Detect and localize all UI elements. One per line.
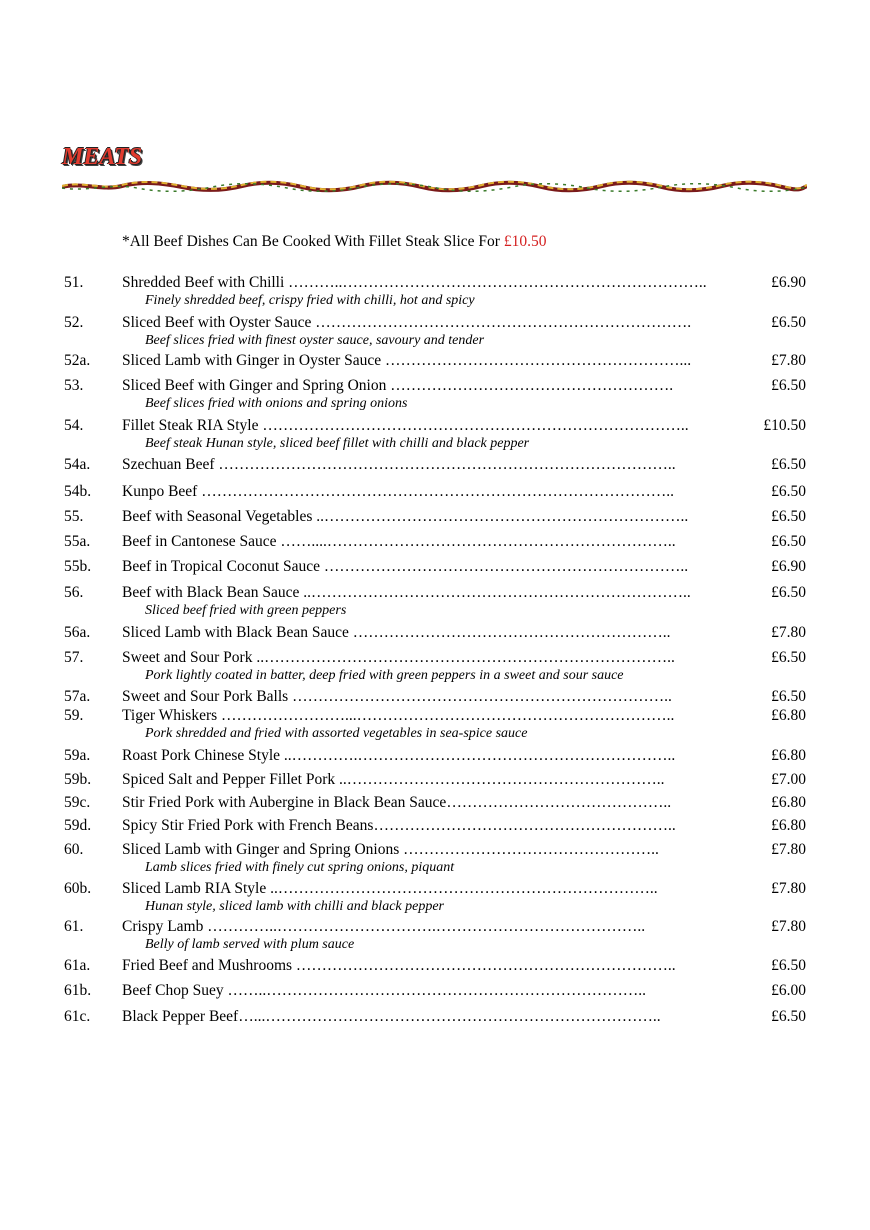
- item-number: 53.: [64, 377, 84, 394]
- item-price: £6.50: [771, 508, 806, 525]
- item-leader-dots: ………………………………………………………………………………..: [197, 483, 674, 500]
- item-number: 59a.: [64, 747, 91, 764]
- item-name-text: Fried Beef and Mushrooms: [122, 957, 293, 974]
- item-price: £6.50: [771, 533, 806, 550]
- item-number: 55.: [64, 508, 84, 525]
- item-price: £10.50: [763, 417, 806, 434]
- item-number: 51.: [64, 274, 84, 291]
- item-leader-dots: …………………………………………………..: [373, 817, 676, 834]
- item-name-text: Beef in Cantonese Sauce: [122, 533, 277, 550]
- item-number: 55a.: [64, 533, 91, 550]
- item-name-text: Sliced Lamb with Ginger and Spring Onions: [122, 841, 400, 858]
- item-number: 55b.: [64, 558, 92, 575]
- item-name: [122, 707, 734, 725]
- item-price: £7.80: [771, 352, 806, 369]
- item-leader-dots: ..……………………………………………………………………..: [252, 649, 675, 666]
- item-name-text: Sliced Beef with Ginger and Spring Onion: [122, 377, 387, 394]
- item-name: [122, 918, 734, 936]
- item-leader-dots: ..………………………………………………………………..: [266, 880, 658, 897]
- decorative-divider: [62, 178, 807, 194]
- item-leader-dots: ……………………………………………….: [386, 377, 674, 394]
- item-description: Finely shredded beef, crispy fried with chilli, hot and spicy: [145, 293, 475, 308]
- item-name: [122, 771, 734, 789]
- item-price: £6.50: [771, 688, 806, 705]
- item-leader-dots: ………..……………………………………………………………..: [284, 274, 707, 291]
- item-name: [122, 794, 734, 812]
- page-title: MEATS: [62, 144, 143, 170]
- item-name-text: Sliced Lamb with Ginger in Oyster Sauce: [122, 352, 382, 369]
- item-number: 59.: [64, 707, 84, 724]
- item-name: [122, 456, 734, 474]
- item-number: 60b.: [64, 880, 92, 897]
- item-description: Pork shredded and fried with assorted vegetables in sea-spice sauce: [145, 726, 528, 741]
- item-name-text: Beef Chop Suey: [122, 982, 224, 999]
- item-name: [122, 841, 734, 859]
- item-name: [122, 957, 734, 975]
- item-leader-dots: …………………………………………..: [399, 841, 659, 858]
- item-leader-dots: …...…………………………………………………………………..: [238, 1008, 661, 1025]
- item-leader-dots: ..……………………………………………………………..: [312, 508, 689, 525]
- item-leader-dots: ……………………………………………………………..: [320, 558, 689, 575]
- item-number: 52.: [64, 314, 84, 331]
- fillet-steak-note: [122, 233, 546, 251]
- item-name-text: Shredded Beef with Chilli: [122, 274, 285, 291]
- item-leader-dots: ……..………………………………………………………………..: [223, 982, 646, 999]
- item-name-text: Sliced Lamb RIA Style: [122, 880, 267, 897]
- item-price: £6.80: [771, 747, 806, 764]
- note-price: £10.50: [503, 233, 547, 250]
- item-name-text: Roast Pork Chinese Style: [122, 747, 281, 764]
- item-description: Hunan style, sliced lamb with chilli and black pepper: [145, 899, 445, 914]
- item-price: £6.50: [771, 584, 806, 601]
- item-name: [122, 377, 734, 395]
- item-price: £6.80: [771, 817, 806, 834]
- item-price: £7.00: [771, 771, 806, 788]
- item-leader-dots: ……………………...……………………………………………………..: [217, 707, 675, 724]
- item-price: £6.50: [771, 649, 806, 666]
- item-name-text: Sliced Beef with Oyster Sauce: [122, 314, 312, 331]
- item-leader-dots: ..………………………………………………………………..: [299, 584, 691, 601]
- item-leader-dots: ……………………………………………………..: [348, 624, 671, 641]
- item-name-text: Tiger Whiskers: [122, 707, 218, 724]
- item-description: Belly of lamb served with plum sauce: [145, 937, 355, 952]
- item-number: 59c.: [64, 794, 91, 811]
- item-name-text: Beef in Tropical Coconut Sauce: [122, 558, 321, 575]
- item-name-text: Sweet and Sour Pork: [122, 649, 253, 666]
- item-price: £7.80: [771, 918, 806, 935]
- item-name-text: Spicy Stir Fried Pork with French Beans: [122, 817, 374, 834]
- item-price: £6.50: [771, 377, 806, 394]
- item-leader-dots: ……………………………………………………………….: [311, 314, 692, 331]
- item-price: £6.50: [771, 314, 806, 331]
- item-price: £7.80: [771, 880, 806, 897]
- item-leader-dots: ……....…………………………………………………………..: [276, 533, 676, 550]
- item-number: 52a.: [64, 352, 91, 369]
- item-number: 60.: [64, 841, 84, 858]
- item-price: £6.80: [771, 707, 806, 724]
- item-number: 57a.: [64, 688, 91, 705]
- item-name-text: Sliced Lamb with Black Bean Sauce: [122, 624, 349, 641]
- item-price: £6.00: [771, 982, 806, 999]
- item-number: 57.: [64, 649, 84, 666]
- item-number: 56a.: [64, 624, 91, 641]
- item-leader-dots: ………………………………………………………………..: [288, 688, 672, 705]
- item-leader-dots: ..……………………………………………………..: [335, 771, 665, 788]
- item-price: £6.50: [771, 456, 806, 473]
- item-name: [122, 352, 734, 370]
- item-name: [122, 624, 734, 642]
- item-name: [122, 982, 734, 1000]
- item-leader-dots: ..………….……………………………………………………..: [280, 747, 676, 764]
- item-number: 61b.: [64, 982, 92, 999]
- item-name-text: Beef with Black Bean Sauce: [122, 584, 300, 601]
- item-name-text: Fillet Steak RIA Style: [122, 417, 259, 434]
- item-number: 54.: [64, 417, 84, 434]
- item-number: 61c.: [64, 1008, 91, 1025]
- item-leader-dots: ……………………………………..: [446, 794, 672, 811]
- item-description: Sliced beef fried with green peppers: [145, 603, 347, 618]
- item-price: £6.50: [771, 957, 806, 974]
- item-leader-dots: ……………………………………………………………………………..: [214, 456, 676, 473]
- item-number: 61a.: [64, 957, 91, 974]
- item-leader-dots: …………..………………………….…………………………………..: [203, 918, 646, 935]
- item-name: [122, 747, 734, 765]
- item-description: Lamb slices fried with finely cut spring onions, piquant: [145, 860, 455, 875]
- item-name: [122, 584, 734, 602]
- item-price: £6.50: [771, 1008, 806, 1025]
- item-name: [122, 817, 734, 835]
- item-name: [122, 314, 734, 332]
- item-name-text: Crispy Lamb: [122, 918, 204, 935]
- item-leader-dots: ………………………………………………………………………..: [258, 417, 689, 434]
- item-name: [122, 880, 734, 898]
- item-number: 59d.: [64, 817, 92, 834]
- item-price: £6.50: [771, 483, 806, 500]
- item-number: 61.: [64, 918, 84, 935]
- item-name: [122, 688, 734, 706]
- item-leader-dots: …………………………………………………...: [381, 352, 692, 369]
- item-description: Beef slices fried with onions and spring onions: [145, 396, 408, 411]
- item-price: £6.90: [771, 558, 806, 575]
- item-name: [122, 558, 734, 576]
- item-number: 54a.: [64, 456, 91, 473]
- item-number: 54b.: [64, 483, 92, 500]
- item-name-text: Beef with Seasonal Vegetables: [122, 508, 313, 525]
- item-price: £7.80: [771, 841, 806, 858]
- item-description: Beef slices fried with finest oyster sauce, savoury and tender: [145, 333, 485, 348]
- item-number: 56.: [64, 584, 84, 601]
- item-leader-dots: ………………………………………………………………..: [292, 957, 676, 974]
- note-text: *All Beef Dishes Can Be Cooked With Fillet Steak Slice For: [122, 233, 504, 250]
- item-name: [122, 649, 734, 667]
- item-name-text: Szechuan Beef: [122, 456, 215, 473]
- item-price: £6.80: [771, 794, 806, 811]
- item-name: [122, 274, 734, 292]
- item-name: [122, 533, 734, 551]
- item-name-text: Black Pepper Beef: [122, 1008, 239, 1025]
- item-description: Pork lightly coated in batter, deep fried with green peppers in a sweet and sour sauce: [145, 668, 624, 683]
- item-name-text: Stir Fried Pork with Aubergine in Black Bean Sauce: [122, 794, 447, 811]
- item-name: [122, 417, 734, 435]
- item-description: Beef steak Hunan style, sliced beef fillet with chilli and black pepper: [145, 436, 530, 451]
- item-name: [122, 483, 734, 501]
- item-price: £7.80: [771, 624, 806, 641]
- item-name-text: Kunpo Beef: [122, 483, 198, 500]
- item-name-text: Spiced Salt and Pepper Fillet Pork: [122, 771, 336, 788]
- item-name-text: Sweet and Sour Pork Balls: [122, 688, 289, 705]
- item-name: [122, 508, 734, 526]
- item-number: 59b.: [64, 771, 92, 788]
- item-name: [122, 1008, 734, 1026]
- item-price: £6.90: [771, 274, 806, 291]
